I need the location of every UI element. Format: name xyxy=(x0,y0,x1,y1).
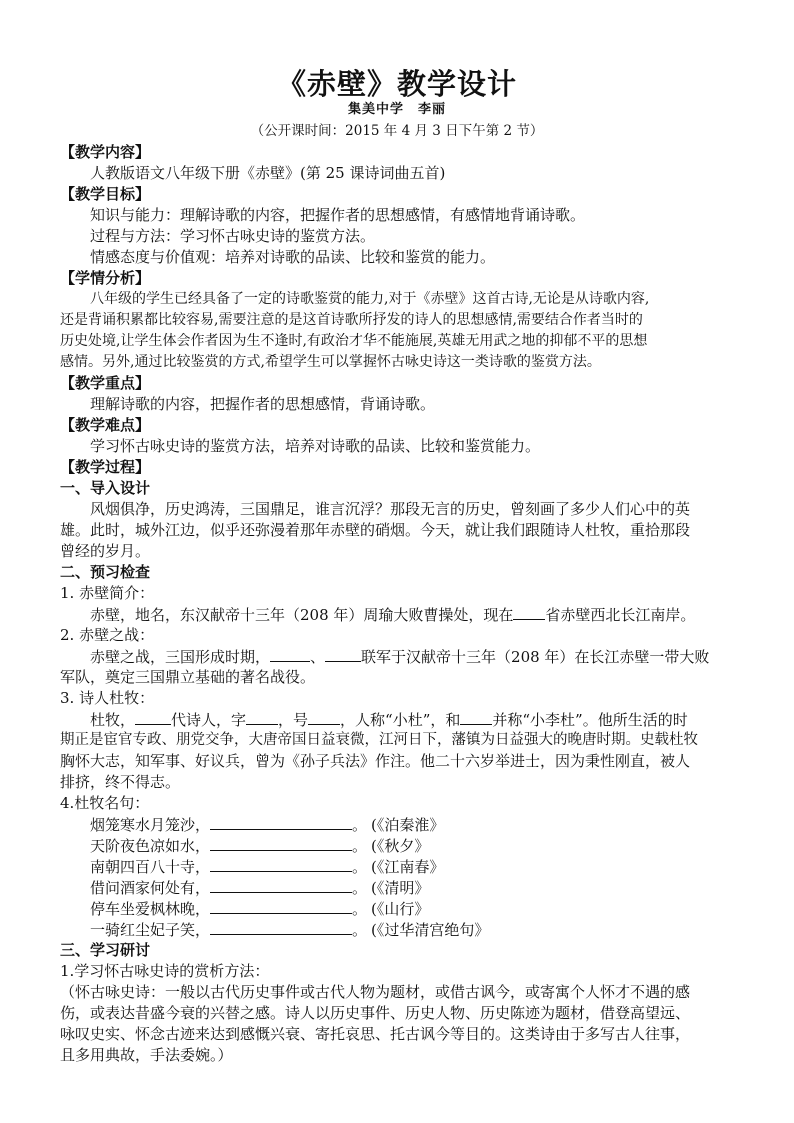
quote-item: 一骑红尘妃子笑， 。 (《过华清宫绝句》 xyxy=(90,921,490,939)
question-text xyxy=(90,646,709,667)
subsection-heading-study: 三、学习研讨 xyxy=(60,941,151,959)
page-title: 《赤壁》教学设计 xyxy=(276,67,517,101)
question-text-part: 联军于汉献帝十三年（208 年）在长江赤壁一带大败 xyxy=(361,648,710,666)
analysis-line: 还是背诵积累都比较容易,需要注意的是这首诗歌所抒发的诗人的思想感情,需要结合作者当时的 xyxy=(60,312,643,328)
key-points-text: 理解诗歌的内容，把握作者的思想感情，背诵诗歌。 xyxy=(90,395,436,413)
fill-blank[interactable] xyxy=(135,709,171,725)
quote-source: (《江南春》 xyxy=(371,858,445,876)
question-text xyxy=(90,604,695,625)
quote-item: 借问酒家何处有， 。 (《清明》 xyxy=(90,879,430,897)
quote-line: 一骑红尘妃子笑， xyxy=(90,921,211,939)
question-text-part: 赤壁之战，三国形成时期， xyxy=(90,648,271,666)
subsection-heading-intro: 一、导入设计 xyxy=(60,479,151,497)
section-heading-process: 【教学过程】 xyxy=(60,458,151,476)
quote-item: 天阶夜色凉如水， 。 (《秋夕》 xyxy=(90,837,430,855)
quote-source: (《清明》 xyxy=(371,879,430,897)
section-heading-content: 【教学内容】 xyxy=(60,143,151,161)
section-heading-key-points: 【教学重点】 xyxy=(60,374,151,392)
fill-blank[interactable] xyxy=(210,835,352,851)
quote-source: (《泊秦淮》 xyxy=(371,816,445,834)
question-text-part: ，人称“小杜”，和 xyxy=(340,711,461,729)
quote-source: (《秋夕》 xyxy=(371,837,430,855)
question-text: 胸怀大志，知军事、好议兵，曾为《孙子兵法》作注。他二十六岁举进士，因为秉性刚直，被人 xyxy=(60,752,691,770)
fill-blank[interactable] xyxy=(270,646,310,662)
study-line: 咏叹史实、怀念古迹来达到感慨兴衰、寄托哀思、托古讽今等目的。这类诗由于多写古人往事， xyxy=(60,1025,691,1043)
quote-item: 烟笼寒水月笼沙， 。 (《泊秦淮》 xyxy=(90,816,445,834)
question-label: 2. 赤壁之战： xyxy=(60,626,155,644)
fill-blank[interactable] xyxy=(210,814,352,830)
question-label: 3. 诗人杜牧： xyxy=(60,689,155,707)
goal-item: 过程与方法：学习怀古咏史诗的鉴赏方法。 xyxy=(90,227,376,245)
question-text-part: 并称“小李杜”。他所生活的时 xyxy=(492,711,688,729)
question-label: 4.杜牧名句： xyxy=(60,794,150,812)
question-text: 军队，奠定三国鼎立基础的著名战役。 xyxy=(60,668,316,686)
class-time-line: （公开课时间：2015 年 4 月 3 日下午第 2 节） xyxy=(250,123,544,139)
fill-blank[interactable] xyxy=(513,604,545,620)
question-text xyxy=(90,709,688,730)
section-heading-analysis: 【学情分析】 xyxy=(60,269,151,287)
question-text-part: 、 xyxy=(310,648,326,666)
intro-line: 曾经的岁月。 xyxy=(60,542,151,560)
question-text-part: 代诗人，字 xyxy=(171,711,247,729)
quote-line: 天阶夜色凉如水， xyxy=(90,837,211,855)
question-text: 排挤，终不得志。 xyxy=(60,773,181,791)
goal-item: 知识与能力：理解诗歌的内容，把握作者的思想感情，有感情地背诵诗歌。 xyxy=(90,206,586,224)
quote-line: 南朝四百八十寺， xyxy=(90,858,211,876)
section-heading-difficulties: 【教学难点】 xyxy=(60,416,151,434)
quote-item: 停车坐爱枫林晚， 。 (《山行》 xyxy=(90,900,430,918)
analysis-line: 感情。另外,通过比较鉴赏的方式,希望学生可以掌握怀古咏史诗这一类诗歌的鉴赏方法。 xyxy=(60,354,601,370)
question-text-part: 省赤壁西北长江南岸。 xyxy=(545,606,696,624)
fill-blank[interactable] xyxy=(210,877,352,893)
content-text: 人教版语文八年级下册《赤壁》(第 25 课诗词曲五首) xyxy=(90,164,446,182)
quote-item: 南朝四百八十寺， 。 (《江南春》 xyxy=(90,858,445,876)
subsection-heading-preview: 二、预习检查 xyxy=(60,563,151,581)
analysis-line: 历史处境,让学生体会作者因为生不逢时,有政治才华不能施展,英雄无用武之地的抑郁不平的思想 xyxy=(60,333,648,349)
fill-blank[interactable] xyxy=(308,709,340,725)
intro-line: 风烟俱净，历史鸿涛，三国鼎足，谁言沉浮？那段无言的历史，曾刻画了多少人们心中的英 xyxy=(90,500,691,518)
study-line: 伤，或表达昔盛今衰的兴替之感。诗人以历史事件、历史人物、历史陈迹为题材，借登高望远、 xyxy=(60,1004,691,1022)
quote-line: 借问酒家何处有， xyxy=(90,879,211,897)
quote-source: (《过华清宫绝句》 xyxy=(371,921,490,939)
fill-blank[interactable] xyxy=(210,919,352,935)
question-label: 1. 赤壁简介： xyxy=(60,584,155,602)
study-line: （怀古咏史诗：一般以古代历史事件或古代人物为题材，或借古讽今，或寄寓个人怀才不遇的感 xyxy=(60,983,691,1001)
quote-source: (《山行》 xyxy=(371,900,430,918)
goal-item: 情感态度与价值观：培养对诗歌的品读、比较和鉴赏的能力。 xyxy=(90,248,496,266)
question-text-part: 赤壁，地名，东汉献帝十三年（208 年）周瑜大败曹操处，现在 xyxy=(90,606,514,624)
fill-blank[interactable] xyxy=(325,646,361,662)
section-heading-goals: 【教学目标】 xyxy=(60,185,151,203)
fill-blank[interactable] xyxy=(460,709,492,725)
author-line: 集美中学 李丽 xyxy=(347,102,446,117)
study-sub-heading: 1.学习怀古咏史诗的赏析方法： xyxy=(60,962,270,980)
analysis-line: 八年级的学生已经具备了一定的诗歌鉴赏的能力,对于《赤壁》这首古诗,无论是从诗歌内容, xyxy=(90,291,650,307)
difficulties-text: 学习怀古咏史诗的鉴赏方法，培养对诗歌的品读、比较和鉴赏能力。 xyxy=(90,437,541,455)
fill-blank[interactable] xyxy=(210,898,352,914)
question-text-part: ，号 xyxy=(278,711,309,729)
question-text-part: 杜牧， xyxy=(90,711,136,729)
intro-line: 雄。此时，城外江边，似乎还弥漫着那年赤壁的硝烟。今天，就让我们跟随诗人杜牧，重拾那段 xyxy=(60,521,691,539)
quote-line: 停车坐爱枫林晚， xyxy=(90,900,211,918)
quote-line: 烟笼寒水月笼沙， xyxy=(90,816,211,834)
fill-blank[interactable] xyxy=(210,856,352,872)
study-line: 且多用典故，手法委婉。） xyxy=(60,1046,233,1064)
question-text: 期正是宦官专政、朋党交争，大唐帝国日益衰微，江河日下，藩镇为日益强大的晚唐时期。史载杜牧 xyxy=(60,732,698,748)
fill-blank[interactable] xyxy=(246,709,278,725)
